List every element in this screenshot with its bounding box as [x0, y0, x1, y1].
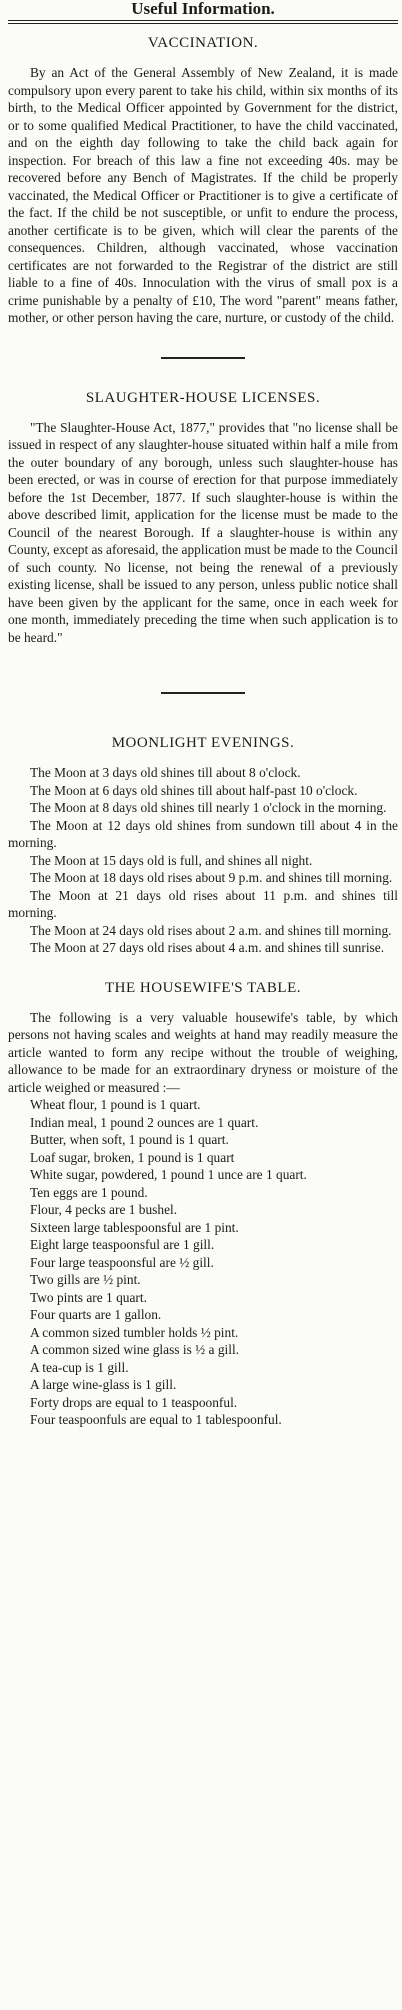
moon-line: The Moon at 18 days old rises about 9 p.m. and shines till morning. [30, 870, 393, 885]
moon-line: The Moon at 12 days old shines from sundown till about 4 in the morning. [8, 817, 398, 850]
table-item: A common sized wine glass is ½ a gill. [30, 1342, 240, 1357]
table-item: Forty drops are equal to 1 teaspoonful. [30, 1394, 238, 1410]
moon-line: The Moon at 3 days old shines till about 8 o'clock. [30, 765, 301, 780]
table-item: Eight large teaspoonsful are 1 gill. [30, 1237, 215, 1252]
moon-line: The Moon at 21 days old rises about 11 p.m. and shines till morning. [8, 887, 398, 920]
table-item: Two pints are 1 quart. [30, 1289, 147, 1305]
slaughter-house-body: "The Slaughter-House Act, 1877," provides that "no license shall be issued in respect of any slaughter-house situated within half a mile from the outer boundary of any borough, unless such slaughter-house has been erected, or was in course of erection for that purpose immediately before the 1st December, 1877. If such slaughter-house is within the above described limit, application for the license must be made to the Council of the nearest Borough. If a slaughter-house is within any County, except as aforesaid, the application must be made to the Council of such county. No license, not being the renewal of a previously existing license, shall be issued to any person, unless public notice shall have been given by the applicant for the same, once in each week for one month, immediately preceding the time when such application is to be heard." [8, 419, 398, 645]
table-item: White sugar, powdered, 1 pound 1 unce are 1 quart. [30, 1167, 307, 1182]
vaccination-body: By an Act of the General Assembly of New Zealand, it is made compulsory upon every parent to take his child, within six months of its birth, to the Medical Officer appointed by Government for the district, or to some qualified Medical Practitioner, to have the child vaccinated, and on the eighth day following to take the child back again for inspection. For breach of this law a fine not exceeding 40s. may be recovered before any Bench of Magistrates. If the child be properly vaccinated, the Medical Officer or Practitioner is to give a certificate of the fact. If the child be not susceptible, or unfit to endure the process, another certificate is to be given, which will clear the parents of the consequences. Children, although vaccinated, whose vaccination certificates are not forwarded to the Registrar of the district are still liable to a fine of 40s. Innoculation with the virus of small pox is a crime punishable by a penalty of £10, The word "parent" means father, mother, or other person having the care, nurture, or custody of the child. [8, 65, 398, 325]
housewife-table-section [8, 979, 398, 1429]
table-item: Butter, when soft, 1 pound is 1 quart. [30, 1132, 229, 1147]
table-item: Indian meal, 1 pound 2 ounces are 1 quart. [30, 1114, 259, 1130]
moon-line: The Moon at 8 days old shines till nearly 1 o'clock in the morning. [30, 800, 387, 815]
vaccination-section [8, 34, 398, 327]
table-item: Flour, 4 pecks are 1 bushel. [30, 1202, 178, 1217]
moon-line: The Moon at 27 days old rises about 4 a.m. and shines till sunrise. [30, 940, 385, 955]
table-item: Loaf sugar, broken, 1 pound is 1 quart [30, 1149, 235, 1165]
moonlight-section [8, 734, 398, 957]
page-title: Useful Information. [131, 0, 275, 18]
table-item: Two gills are ½ pint. [30, 1272, 141, 1287]
moon-line: The Moon at 15 days old is full, and shines all night. [30, 852, 313, 868]
table-item: A common sized tumbler holds ½ pint. [30, 1324, 239, 1340]
table-item: Wheat flour, 1 pound is 1 quart. [30, 1097, 201, 1112]
table-item: A large wine-glass is 1 gill. [30, 1377, 177, 1392]
housewife-table-intro: The following is a very valuable housewife's table, by which persons not having scales and weights at hand may readily measure the article wanted to form any recipe without the trouble of weighing, allowance to be made for an extraordinary dryness or moisture of the article weighed or measured :— [8, 1009, 398, 1095]
table-item: Ten eggs are 1 pound. [30, 1184, 148, 1200]
slaughter-house-section [8, 389, 398, 647]
table-item: Four large teaspoonsful are ½ gill. [30, 1254, 214, 1270]
title-rule [8, 20, 398, 24]
table-item: Four quarts are 1 gallon. [30, 1307, 162, 1322]
moon-line: The Moon at 6 days old shines till about half-past 10 o'clock. [30, 782, 358, 798]
table-item: Four teaspoonfuls are equal to 1 tablespoonful. [30, 1412, 282, 1427]
table-item: A tea-cup is 1 gill. [30, 1359, 129, 1375]
vaccination-title: VACCINATION. [147, 35, 259, 51]
housewife-table-title: THE HOUSEWIFE'S TABLE. [105, 979, 301, 996]
moonlight-title: MOONLIGHT EVENINGS. [111, 735, 295, 751]
table-item: Sixteen large tablespoonsful are 1 pint. [30, 1219, 239, 1235]
slaughter-house-title: SLAUGHTER-HOUSE LICENSES. [85, 389, 321, 406]
moon-line: The Moon at 24 days old rises about 2 a.m. and shines till morning. [30, 922, 392, 938]
